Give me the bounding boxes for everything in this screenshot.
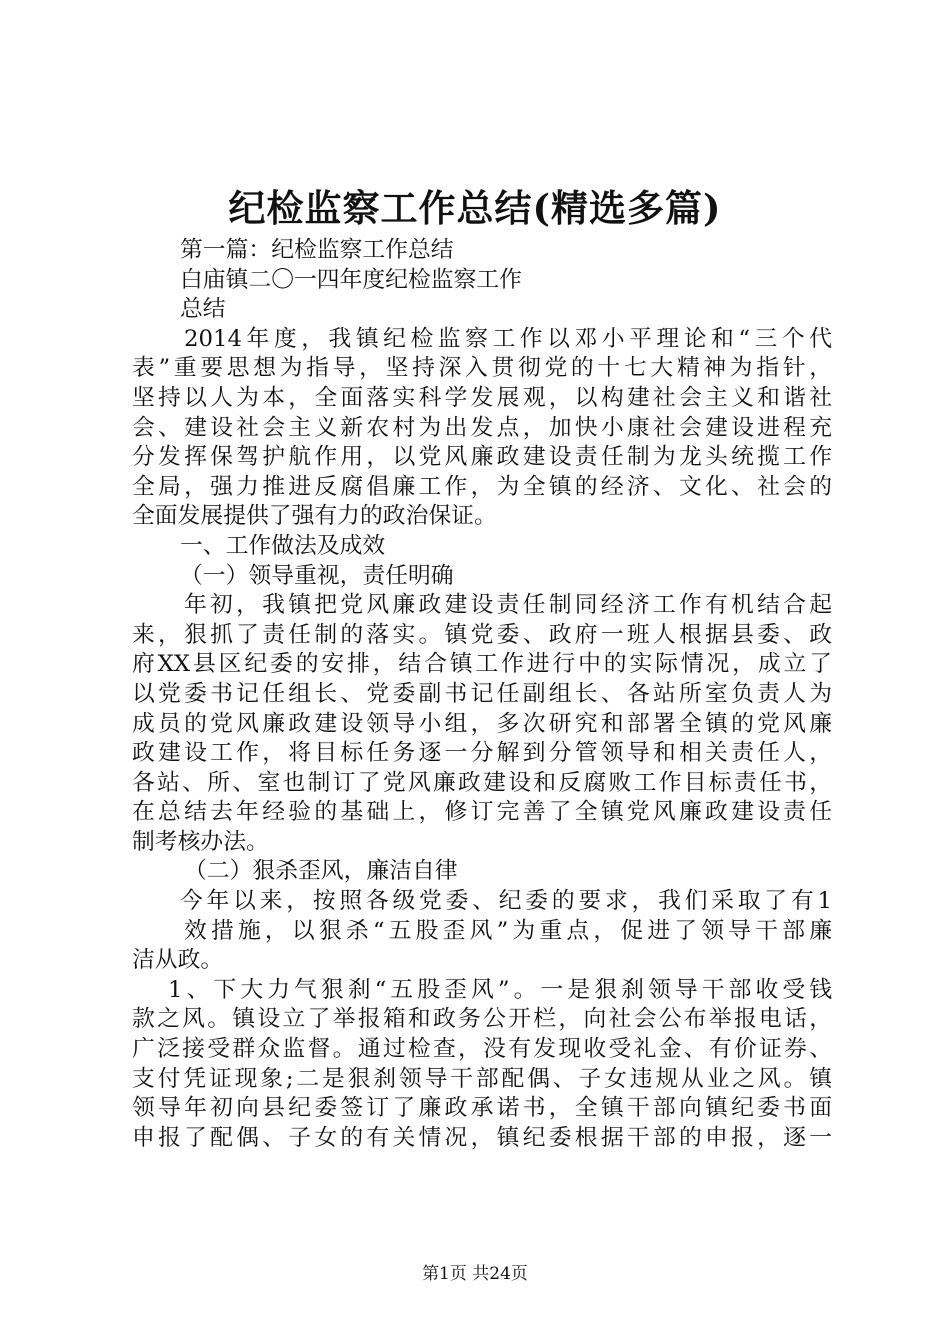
paragraph-line: 全局，强力推进反腐倡廉工作，为全镇的经济、文化、社会的 <box>132 473 832 500</box>
paragraph-line: 政建设工作，将目标任务逐一分解到分管领导和相关责任人， <box>132 740 832 767</box>
paragraph-line: 府XX县区纪委的安排，结合镇工作进行中的实际情况，成立了 <box>132 651 832 678</box>
paragraph-line: 表”重要思想为指导，坚持深入贯彻党的十七大精神为指针， <box>132 355 832 382</box>
paragraph-line: 以党委书记任组长、党委副书记任副组长、各站所室负责人为 <box>132 680 832 707</box>
paragraph-line: 今年以来，按照各级党委、纪委的要求，我们采取了有1 <box>180 888 832 915</box>
paragraph-line: 洁从政。 <box>132 947 224 974</box>
section-title-line: 白庙镇二〇一四年度纪检监察工作 <box>180 266 522 293</box>
paragraph-line: 坚持以人为本，全面落实科学发展观，以构建社会主义和谐社 <box>132 384 832 411</box>
paragraph-line: 成员的党风廉政建设领导小组，多次研究和部署全镇的党风廉 <box>132 710 832 737</box>
paragraph-line: 各站、所、室也制订了党风廉政建设和反腐败工作目标责任书， <box>132 769 832 796</box>
document-body <box>132 236 832 1153</box>
paragraph-line: 1、下大力气狠刹“五股歪风”。一是狠刹领导干部收受钱 <box>168 976 832 1003</box>
paragraph-line: 申报了配偶、子女的有关情况，镇纪委根据干部的申报，逐一 <box>132 1124 832 1151</box>
section-heading: 一、工作做法及成效 <box>180 532 386 559</box>
page-number-footer: 第1页 共24页 <box>422 1264 528 1284</box>
paragraph-line: 分发挥保驾护航作用，以党风廉政建设责任制为龙头统揽工作 <box>132 444 832 471</box>
document-title: 纪检监察工作总结(精选多篇) <box>228 186 722 230</box>
paragraph-line: 在总结去年经验的基础上，修订完善了全镇党风廉政建设责任 <box>132 799 832 826</box>
paragraph-line: 支付凭证现象;二是狠刹领导干部配偶、子女违规从业之风。镇 <box>132 1065 832 1092</box>
paragraph-line: 领导年初向县纪委签订了廉政承诺书，全镇干部向镇纪委书面 <box>132 1095 832 1122</box>
paragraph-line: 广泛接受群众监督。通过检查，没有发现收受礼金、有价证券、 <box>132 1036 832 1063</box>
paragraph-line: 制考核办法。 <box>132 828 269 855</box>
subsection-heading: （一）领导重视，责任明确 <box>180 562 454 589</box>
paragraph-line: 款之风。镇设立了举报箱和政务公开栏，向社会公布举报电话， <box>132 1006 832 1033</box>
paragraph-line: 效措施，以狠杀“五股歪风”为重点，促进了领导干部廉 <box>184 917 832 944</box>
chapter-heading: 第一篇：纪检监察工作总结 <box>180 237 454 263</box>
paragraph-line: 来，狠抓了责任制的落实。镇党委、政府一班人根据县委、政 <box>132 621 832 648</box>
paragraph-line: 会、建设社会主义新农村为出发点，加快小康社会建设进程充 <box>132 414 832 441</box>
paragraph-line: 年初，我镇把党风廉政建设责任制同经济工作有机结合起 <box>184 592 832 619</box>
paragraph-line: 全面发展提供了强有力的政治保证。 <box>132 503 497 530</box>
section-title-line: 总结 <box>180 296 226 323</box>
subsection-heading: （二）狠杀歪风，廉洁自律 <box>184 858 458 885</box>
paragraph-line: 2014年度，我镇纪检监察工作以邓小平理论和“三个代 <box>184 325 832 352</box>
